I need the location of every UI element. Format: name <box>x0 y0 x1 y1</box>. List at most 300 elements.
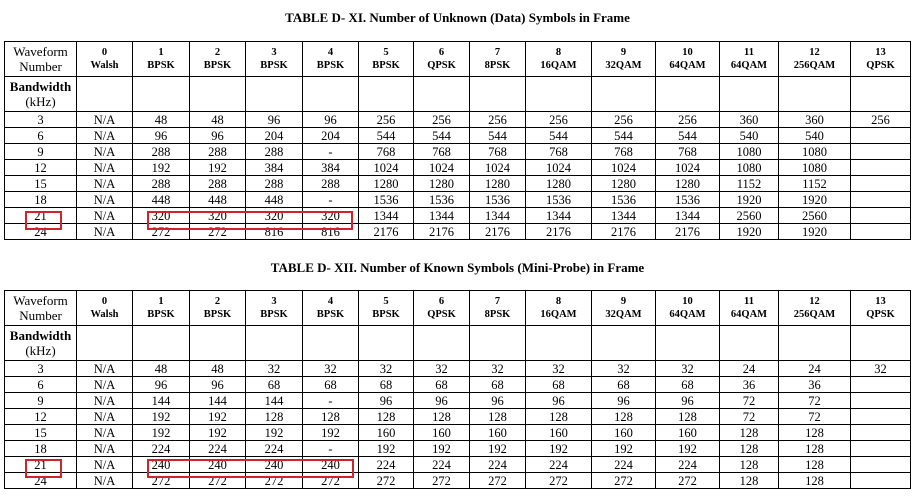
symbol-count-cell: 1024 <box>592 160 656 176</box>
symbol-count-cell: N/A <box>77 160 133 176</box>
symbol-count-cell: 128 <box>359 409 414 425</box>
symbol-count-cell: 448 <box>133 192 190 208</box>
modulation-label: 256QAM <box>793 309 836 320</box>
waveform-number: 2 <box>214 47 221 58</box>
symbol-count-cell: 256 <box>526 112 592 128</box>
symbol-count-cell: 72 <box>779 409 851 425</box>
empty-cell <box>190 77 246 112</box>
symbol-count-cell: 240 <box>190 457 246 473</box>
bandwidth-header-row <box>5 326 911 361</box>
symbol-count-cell: 272 <box>526 473 592 489</box>
symbol-count-cell: 2176 <box>656 224 720 240</box>
waveform-number: 9 <box>620 47 627 58</box>
symbol-count-cell: 128 <box>779 441 851 457</box>
symbol-count-cell: 272 <box>592 473 656 489</box>
symbol-count-cell: 272 <box>190 224 246 240</box>
symbol-count-cell: 288 <box>190 176 246 192</box>
symbol-count-cell: 272 <box>470 473 526 489</box>
symbol-count-cell: N/A <box>77 144 133 160</box>
symbol-count-cell: 144 <box>246 393 303 409</box>
waveform-column-header <box>359 42 414 77</box>
waveform-column-header <box>303 42 359 77</box>
symbol-count-cell: 272 <box>246 473 303 489</box>
symbol-count-cell: 36 <box>720 377 779 393</box>
table-xii-caption: TABLE D- XII. Number of Known Symbols (Mini-Probe) in Frame <box>270 260 645 275</box>
symbol-count-cell <box>851 176 911 192</box>
table-row <box>5 441 911 457</box>
modulation-label: QPSK <box>866 60 895 71</box>
symbol-count-cell: 272 <box>359 473 414 489</box>
table-row <box>5 377 911 393</box>
symbol-count-cell: 32 <box>414 361 470 377</box>
symbol-count-cell: 144 <box>133 393 190 409</box>
symbol-count-cell: 1344 <box>656 208 720 224</box>
empty-cell <box>526 326 592 361</box>
empty-cell <box>720 77 779 112</box>
modulation-label: BPSK <box>372 309 400 320</box>
waveform-number: 1 <box>158 296 164 307</box>
table-row <box>5 393 911 409</box>
waveform-number: 12 <box>809 296 820 307</box>
empty-cell <box>526 77 592 112</box>
symbol-count-cell: 128 <box>592 409 656 425</box>
symbol-count-cell: 204 <box>246 128 303 144</box>
waveform-column-header <box>656 42 720 77</box>
symbol-count-cell: 272 <box>190 473 246 489</box>
symbol-count-cell: 192 <box>656 441 720 457</box>
waveform-column-header <box>190 291 246 326</box>
symbol-count-cell: 224 <box>526 457 592 473</box>
bandwidth-label: Bandwidth <box>9 328 72 343</box>
symbol-count-cell: 544 <box>414 128 470 144</box>
waveform-number: 0 <box>101 296 108 307</box>
table-row <box>5 144 911 160</box>
symbol-count-cell: 2176 <box>414 224 470 240</box>
symbol-count-cell: 768 <box>526 144 592 160</box>
symbol-count-cell: 272 <box>414 473 470 489</box>
modulation-label: BPSK <box>147 60 175 71</box>
symbol-count-cell: 1536 <box>470 192 526 208</box>
symbol-count-cell: 128 <box>720 473 779 489</box>
symbol-count-cell: 1080 <box>720 144 779 160</box>
symbol-count-cell: 2560 <box>720 208 779 224</box>
symbol-count-cell <box>851 377 911 393</box>
empty-cell <box>851 77 911 112</box>
symbol-count-cell: 544 <box>592 128 656 144</box>
symbol-count-cell: 1080 <box>779 144 851 160</box>
symbol-count-cell: 2176 <box>359 224 414 240</box>
bandwidth-value: 18 <box>5 441 77 457</box>
symbol-count-cell: 448 <box>190 192 246 208</box>
empty-cell <box>303 326 359 361</box>
symbol-count-cell: - <box>303 192 359 208</box>
empty-cell <box>77 326 133 361</box>
symbol-count-cell <box>851 393 911 409</box>
table-row <box>5 224 911 240</box>
symbol-count-cell: 128 <box>779 457 851 473</box>
symbol-count-cell: 72 <box>779 393 851 409</box>
symbol-count-cell: 128 <box>720 425 779 441</box>
symbol-count-cell: N/A <box>77 224 133 240</box>
bandwidth-label: Bandwidth <box>9 79 72 94</box>
symbol-count-cell: 256 <box>470 112 526 128</box>
bandwidth-value: 6 <box>5 377 77 393</box>
symbol-count-cell: 192 <box>470 441 526 457</box>
symbol-count-cell: 768 <box>359 144 414 160</box>
symbol-count-cell: 1024 <box>526 160 592 176</box>
symbol-count-cell: 1536 <box>592 192 656 208</box>
symbol-count-cell: 128 <box>526 409 592 425</box>
symbol-count-cell: - <box>303 144 359 160</box>
modulation-label: BPSK <box>316 60 345 71</box>
symbol-count-cell: 68 <box>470 377 526 393</box>
symbol-count-cell: 32 <box>656 361 720 377</box>
bandwidth-header <box>5 326 77 361</box>
symbol-count-cell: 768 <box>414 144 470 160</box>
empty-cell <box>246 326 303 361</box>
modulation-label: 16QAM <box>540 60 577 71</box>
symbol-count-cell: N/A <box>77 361 133 377</box>
symbol-count-cell: 128 <box>414 409 470 425</box>
symbol-count-cell: 96 <box>133 128 190 144</box>
empty-cell <box>720 326 779 361</box>
symbol-count-cell: 192 <box>592 441 656 457</box>
empty-cell <box>414 326 470 361</box>
modulation-label: 64QAM <box>730 309 768 320</box>
symbol-count-cell: 288 <box>246 144 303 160</box>
symbol-count-cell: 72 <box>720 393 779 409</box>
symbol-count-cell: 224 <box>246 441 303 457</box>
waveform-column-header <box>470 291 526 326</box>
waveform-number: 13 <box>875 296 886 307</box>
symbol-count-cell: 768 <box>656 144 720 160</box>
empty-cell <box>303 77 359 112</box>
waveform-number: 10 <box>682 47 693 58</box>
symbol-count-cell: 384 <box>246 160 303 176</box>
symbol-count-cell: 1024 <box>414 160 470 176</box>
symbol-count-cell: 96 <box>470 393 526 409</box>
symbol-count-cell: 256 <box>592 112 656 128</box>
symbol-count-cell: 1152 <box>779 176 851 192</box>
empty-cell <box>779 77 851 112</box>
bandwidth-value: 9 <box>5 144 77 160</box>
symbol-count-cell: N/A <box>77 425 133 441</box>
symbol-count-cell <box>851 144 911 160</box>
symbol-count-cell: 128 <box>720 441 779 457</box>
symbol-count-cell: 1080 <box>779 160 851 176</box>
symbol-count-cell: 24 <box>779 361 851 377</box>
symbol-count-cell: 96 <box>190 377 246 393</box>
symbol-count-cell: 128 <box>303 409 359 425</box>
symbol-count-cell: 1344 <box>592 208 656 224</box>
waveform-column-header <box>720 291 779 326</box>
bandwidth-value: 12 <box>5 409 77 425</box>
modulation-label: BPSK <box>316 309 345 320</box>
empty-cell <box>77 77 133 112</box>
modulation-label: BPSK <box>203 60 232 71</box>
table-xi-caption: TABLE D- XI. Number of Unknown (Data) Symbols in Frame <box>285 10 630 25</box>
symbol-count-cell: 2560 <box>779 208 851 224</box>
symbol-count-cell <box>851 224 911 240</box>
symbol-count-cell: 32 <box>526 361 592 377</box>
symbol-count-cell: 320 <box>133 208 190 224</box>
symbol-count-cell: - <box>303 393 359 409</box>
bandwidth-value: 21 <box>5 208 77 224</box>
symbol-count-cell: 2176 <box>592 224 656 240</box>
waveform-column-header <box>526 291 592 326</box>
symbol-count-cell: 144 <box>190 393 246 409</box>
modulation-label: 256QAM <box>793 60 836 71</box>
symbol-count-cell: 1280 <box>359 176 414 192</box>
table-xi <box>4 41 911 240</box>
modulation-label: Walsh <box>90 60 119 71</box>
symbol-count-cell: 96 <box>246 112 303 128</box>
symbol-count-cell: 68 <box>414 377 470 393</box>
waveform-number: 8 <box>555 296 562 307</box>
waveform-header-line: Waveform <box>13 44 68 59</box>
symbol-count-cell: N/A <box>77 208 133 224</box>
symbol-count-cell: 72 <box>720 409 779 425</box>
modulation-label: 8PSK <box>484 309 511 320</box>
table-row <box>5 112 911 128</box>
symbol-count-cell: 128 <box>246 409 303 425</box>
symbol-count-cell: 320 <box>246 208 303 224</box>
symbol-count-cell <box>851 473 911 489</box>
bandwidth-value: 12 <box>5 160 77 176</box>
symbol-count-cell: 256 <box>656 112 720 128</box>
symbol-count-cell: 1344 <box>414 208 470 224</box>
symbol-count-cell: 360 <box>720 112 779 128</box>
waveform-column-header <box>779 42 851 77</box>
waveform-number: 6 <box>438 47 445 58</box>
symbol-count-cell: 384 <box>303 160 359 176</box>
waveform-number: 4 <box>327 47 334 58</box>
symbol-count-cell: 240 <box>133 457 190 473</box>
waveform-number: 9 <box>620 296 627 307</box>
symbol-count-cell: 32 <box>246 361 303 377</box>
modulation-label: 64QAM <box>669 60 706 71</box>
modulation-label: 64QAM <box>730 60 768 71</box>
waveform-number: 10 <box>682 296 693 307</box>
symbol-count-cell: 192 <box>246 425 303 441</box>
symbol-count-cell: 192 <box>190 160 246 176</box>
symbol-count-cell: 320 <box>190 208 246 224</box>
waveform-number: 13 <box>875 47 886 58</box>
waveform-number: 6 <box>438 296 445 307</box>
symbol-count-cell: 272 <box>133 473 190 489</box>
symbol-count-cell: 540 <box>720 128 779 144</box>
empty-cell <box>592 326 656 361</box>
symbol-count-cell: 1536 <box>414 192 470 208</box>
bandwidth-value: 18 <box>5 192 77 208</box>
symbol-count-cell: 288 <box>190 144 246 160</box>
waveform-column-header <box>359 291 414 326</box>
waveform-column-header <box>592 291 656 326</box>
table-row <box>5 409 911 425</box>
waveform-header-line: Number <box>19 59 62 74</box>
modulation-label: 16QAM <box>540 309 577 320</box>
waveform-number-header <box>5 291 77 326</box>
symbol-count-cell: 96 <box>190 128 246 144</box>
waveform-number: 7 <box>494 296 501 307</box>
symbol-count-cell: 128 <box>470 409 526 425</box>
waveform-number: 1 <box>158 47 164 58</box>
waveform-number: 5 <box>383 296 389 307</box>
waveform-column-header <box>656 291 720 326</box>
empty-cell <box>190 326 246 361</box>
waveform-number: 8 <box>555 47 562 58</box>
symbol-count-cell: 128 <box>656 409 720 425</box>
symbol-count-cell: N/A <box>77 192 133 208</box>
symbol-count-cell: N/A <box>77 409 133 425</box>
modulation-label: BPSK <box>203 309 232 320</box>
symbol-count-cell: 1280 <box>470 176 526 192</box>
symbol-count-cell: 224 <box>190 441 246 457</box>
symbol-count-cell: 48 <box>133 112 190 128</box>
table-row <box>5 176 911 192</box>
bandwidth-value: 15 <box>5 176 77 192</box>
symbol-count-cell: 96 <box>359 393 414 409</box>
empty-cell <box>851 326 911 361</box>
table-row <box>5 473 911 489</box>
symbol-count-cell: 1024 <box>359 160 414 176</box>
symbol-count-cell: 288 <box>133 176 190 192</box>
symbol-count-cell: 768 <box>470 144 526 160</box>
symbol-count-cell: 320 <box>303 208 359 224</box>
symbol-count-cell: 48 <box>190 112 246 128</box>
symbol-count-cell: 224 <box>656 457 720 473</box>
table-row <box>5 457 911 473</box>
symbol-count-cell: 32 <box>592 361 656 377</box>
empty-cell <box>359 326 414 361</box>
symbol-count-cell: 540 <box>779 128 851 144</box>
empty-cell <box>656 77 720 112</box>
symbol-count-cell: 1344 <box>526 208 592 224</box>
waveform-column-header <box>246 291 303 326</box>
symbol-count-cell <box>851 457 911 473</box>
symbol-count-cell: 1536 <box>656 192 720 208</box>
bandwidth-value: 21 <box>5 457 77 473</box>
waveform-number: 0 <box>101 47 108 58</box>
waveform-column-header <box>303 291 359 326</box>
symbol-count-cell: 448 <box>246 192 303 208</box>
waveform-number: 5 <box>383 47 389 58</box>
waveform-number: 4 <box>327 296 334 307</box>
modulation-label: 32QAM <box>605 309 642 320</box>
symbol-count-cell: 192 <box>414 441 470 457</box>
waveform-number: 2 <box>214 296 221 307</box>
symbol-count-cell <box>851 192 911 208</box>
symbol-count-cell: 224 <box>592 457 656 473</box>
waveform-column-header <box>77 291 133 326</box>
symbol-count-cell: 1280 <box>656 176 720 192</box>
waveform-column-header <box>851 42 911 77</box>
symbol-count-cell: 192 <box>133 425 190 441</box>
waveform-header-line: Number <box>19 308 62 323</box>
symbol-count-cell <box>851 128 911 144</box>
waveform-number: 7 <box>494 47 501 58</box>
waveform-number: 11 <box>744 47 754 58</box>
symbol-count-cell: N/A <box>77 457 133 473</box>
symbol-count-cell: 2176 <box>526 224 592 240</box>
symbol-count-cell: 96 <box>656 393 720 409</box>
waveform-number: 11 <box>744 296 754 307</box>
waveform-column-header <box>190 42 246 77</box>
table-row <box>5 208 911 224</box>
symbol-count-cell: 24 <box>720 361 779 377</box>
bandwidth-value: 9 <box>5 393 77 409</box>
waveform-column-header <box>592 42 656 77</box>
modulation-label: BPSK <box>372 60 400 71</box>
symbol-count-cell: 68 <box>303 377 359 393</box>
symbol-count-cell: 192 <box>133 160 190 176</box>
symbol-count-cell: 1080 <box>720 160 779 176</box>
waveform-column-header <box>779 291 851 326</box>
waveform-number: 12 <box>809 47 820 58</box>
symbol-count-cell: 96 <box>133 377 190 393</box>
waveform-number: 3 <box>271 296 277 307</box>
symbol-count-cell: 1920 <box>720 192 779 208</box>
table-row <box>5 128 911 144</box>
symbol-count-cell <box>851 160 911 176</box>
waveform-header-row <box>5 42 911 77</box>
symbol-count-cell: 1024 <box>470 160 526 176</box>
symbol-count-cell: 128 <box>779 425 851 441</box>
waveform-column-header <box>414 291 470 326</box>
waveform-column-header <box>526 42 592 77</box>
symbol-count-cell: 96 <box>592 393 656 409</box>
table-row <box>5 192 911 208</box>
symbol-count-cell <box>851 425 911 441</box>
waveform-column-header <box>133 42 190 77</box>
symbol-count-cell: 1280 <box>526 176 592 192</box>
symbol-count-cell: 1152 <box>720 176 779 192</box>
symbol-count-cell: 360 <box>779 112 851 128</box>
symbol-count-cell: 1920 <box>779 224 851 240</box>
symbol-count-cell: N/A <box>77 377 133 393</box>
symbol-count-cell: 192 <box>303 425 359 441</box>
symbol-count-cell: 68 <box>592 377 656 393</box>
symbol-count-cell: 288 <box>303 176 359 192</box>
empty-cell <box>359 77 414 112</box>
empty-cell <box>133 77 190 112</box>
table-xii <box>4 290 911 489</box>
symbol-count-cell: 68 <box>246 377 303 393</box>
symbol-count-cell: 768 <box>592 144 656 160</box>
waveform-column-header <box>414 42 470 77</box>
waveform-column-header <box>720 42 779 77</box>
symbol-count-cell: 48 <box>133 361 190 377</box>
symbol-count-cell: 160 <box>359 425 414 441</box>
table-row <box>5 425 911 441</box>
symbol-count-cell: 32 <box>303 361 359 377</box>
symbol-count-cell: 224 <box>133 441 190 457</box>
waveform-number-header <box>5 42 77 77</box>
symbol-count-cell: 816 <box>303 224 359 240</box>
empty-cell <box>470 326 526 361</box>
symbol-count-cell: 68 <box>359 377 414 393</box>
symbol-count-cell: 68 <box>656 377 720 393</box>
symbol-count-cell: 240 <box>303 457 359 473</box>
symbol-count-cell: 32 <box>359 361 414 377</box>
symbol-count-cell: 96 <box>414 393 470 409</box>
symbol-count-cell: 48 <box>190 361 246 377</box>
symbol-count-cell: 224 <box>414 457 470 473</box>
empty-cell <box>592 77 656 112</box>
symbol-count-cell: 36 <box>779 377 851 393</box>
symbol-count-cell: 1344 <box>470 208 526 224</box>
symbol-count-cell: 1024 <box>656 160 720 176</box>
